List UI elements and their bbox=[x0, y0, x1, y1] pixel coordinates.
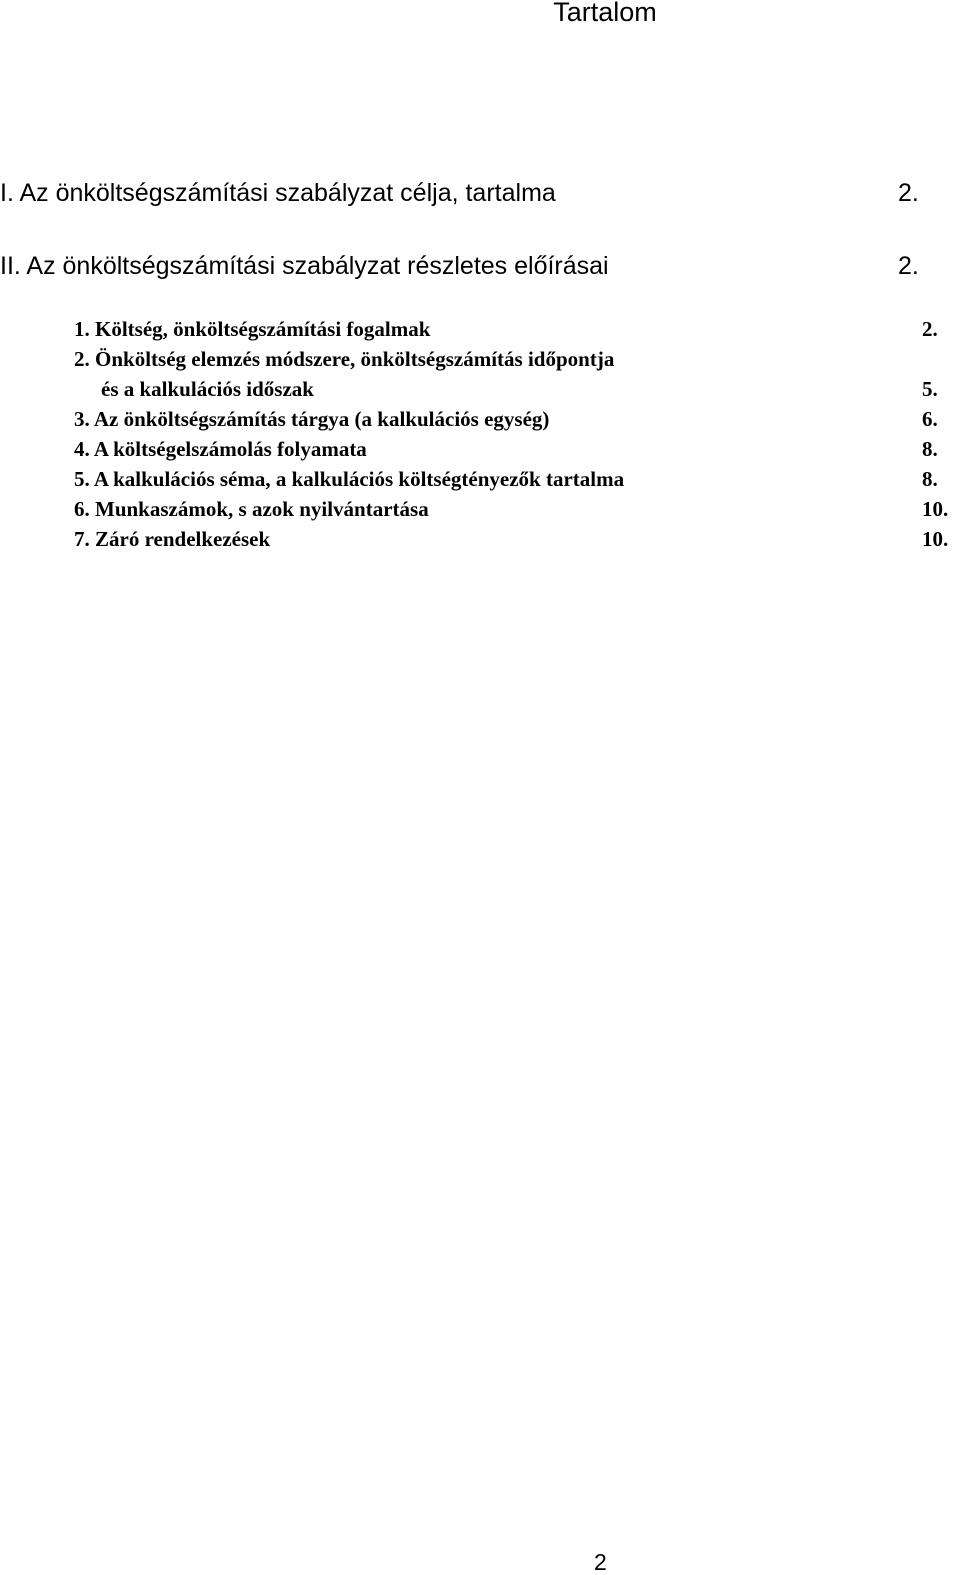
toc-entry-subsection-2-continued[interactable] bbox=[0, 374, 960, 404]
toc-entry-subsection-2[interactable] bbox=[0, 344, 960, 374]
toc-entry-label: 7. Záró rendelkezések bbox=[74, 527, 271, 551]
toc-entry-subsection-1[interactable] bbox=[0, 314, 960, 344]
toc-entry-page: 2. bbox=[898, 179, 919, 207]
toc-entry-subsection-7[interactable] bbox=[0, 524, 960, 554]
toc-entry-label: I. Az önköltségszámítási szabályzat célja, tartalma bbox=[0, 179, 556, 207]
toc-entry-label: és a kalkulációs időszak bbox=[101, 377, 314, 401]
toc-entry-label: II. Az önköltségszámítási szabályzat részletes előírásai bbox=[0, 252, 609, 280]
toc-entry-page: 10. bbox=[922, 527, 949, 551]
toc-entry-subsection-6[interactable] bbox=[0, 494, 960, 524]
toc-entry-page: 2. bbox=[898, 252, 919, 280]
toc-entry-label: 5. A kalkulációs séma, a kalkulációs költségtényezők tartalma bbox=[74, 467, 625, 491]
toc-entry-subsection-4[interactable] bbox=[0, 434, 960, 464]
toc-entry-label: 2. Önköltség elemzés módszere, önköltségszámítás időpontja bbox=[74, 347, 615, 371]
toc-entry-subsection-5[interactable] bbox=[0, 464, 960, 494]
page-number: 2 bbox=[594, 1549, 607, 1575]
toc-entry-page: 2. bbox=[922, 317, 938, 341]
toc-entry-page: 8. bbox=[922, 437, 938, 461]
toc-entry-section-1[interactable] bbox=[0, 175, 960, 211]
toc-entry-page: 8. bbox=[922, 467, 938, 491]
toc-entry-label: 3. Az önköltségszámítás tárgya (a kalkulációs egység) bbox=[74, 407, 550, 431]
toc-title: Tartalom bbox=[553, 0, 657, 27]
toc-entry-subsection-3[interactable] bbox=[0, 404, 960, 434]
toc-entry-page: 5. bbox=[922, 377, 938, 401]
toc-entry-page: 10. bbox=[922, 497, 949, 521]
toc-entry-page: 6. bbox=[922, 407, 938, 431]
toc-entry-section-2[interactable] bbox=[0, 248, 960, 284]
toc-entry-label: 4. A költségelszámolás folyamata bbox=[74, 437, 367, 461]
toc-entry-label: 1. Költség, önköltségszámítási fogalmak bbox=[74, 317, 431, 341]
toc-entry-label: 6. Munkaszámok, s azok nyilvántartása bbox=[74, 497, 429, 521]
